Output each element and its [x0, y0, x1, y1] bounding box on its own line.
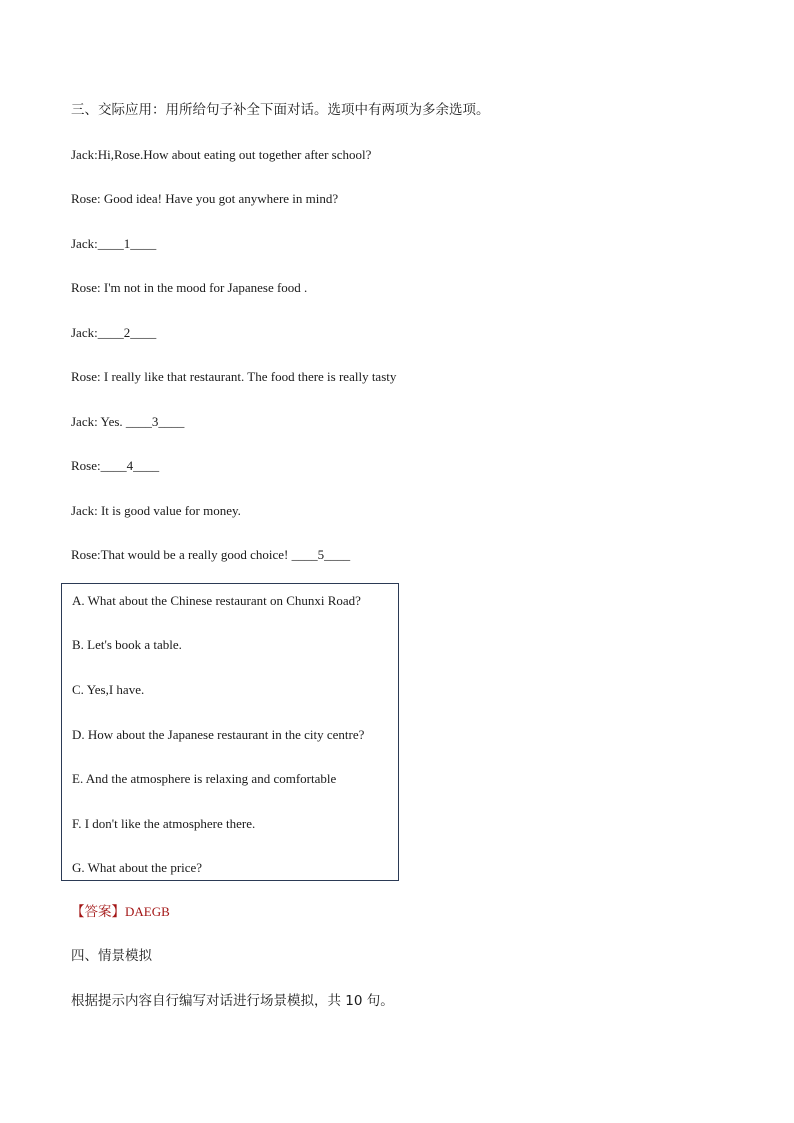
dialogue-line-8: Rose:____4____ [71, 458, 160, 473]
options-box [61, 583, 399, 881]
dialogue-line-3: Jack:____1____ [71, 236, 157, 251]
option-d: D. How about the Japanese restaurant in the city centre? [72, 727, 365, 742]
answer-line [71, 903, 170, 921]
dialogue-line-5: Jack:____2____ [71, 325, 157, 340]
option-a: A. What about the Chinese restaurant on Chunxi Road? [72, 593, 361, 608]
option-e: E. And the atmosphere is relaxing and comfortable [72, 771, 337, 786]
dialogue-line-6: Rose: I really like that restaurant. The food there is really tasty [71, 369, 397, 384]
answer-label: 【答案】 [71, 904, 125, 920]
dialogue-line-1: Jack:Hi,Rose.How about eating out together after school? [71, 147, 372, 162]
dialogue-line-9: Jack: It is good value for money. [71, 503, 241, 518]
section-4-instruction: 根据提示内容自行编写对话进行场景模拟，共 10 句。 [71, 993, 394, 1009]
option-f: F. I don't like the atmosphere there. [72, 816, 256, 831]
dialogue-line-10: Rose:That would be a really good choice! ____5____ [71, 547, 351, 562]
section-4-heading: 四、情景模拟 [71, 948, 152, 964]
option-b: B. Let's book a table. [72, 637, 182, 652]
option-c: C. Yes,I have. [72, 682, 145, 697]
dialogue-line-7: Jack: Yes. ____3____ [71, 414, 185, 429]
option-g: G. What about the price? [72, 860, 203, 875]
dialogue-line-4: Rose: I'm not in the mood for Japanese food . [71, 280, 308, 295]
answer-value: DAEGB [125, 904, 170, 919]
dialogue-line-2: Rose: Good idea! Have you got anywhere in mind? [71, 191, 339, 206]
section-3-heading: 三、交际应用：用所给句子补全下面对话。选项中有两项为多余选项。 [71, 102, 490, 118]
